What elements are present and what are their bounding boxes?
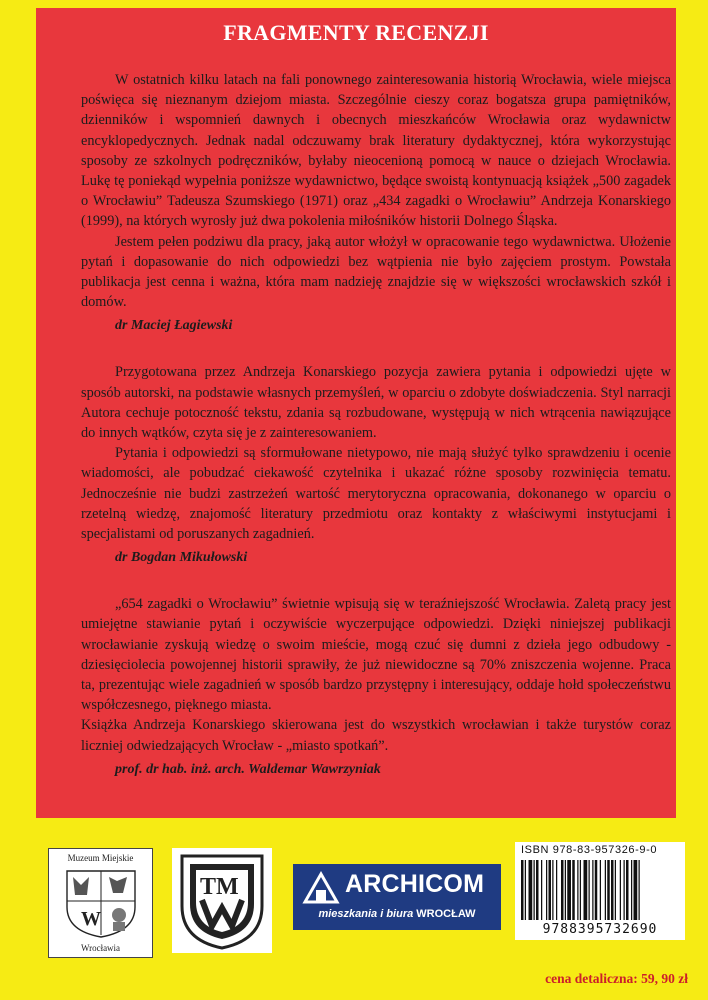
- review-1-paragraph-2: Jestem pełen podziwu dla pracy, jaką autor włożył w opracowanie tego wydawnictwa. Ułożenie pytań i dopasowanie do nich odpowiedzi bez wątpienia nie było zajęciem prostym. Powstała publikacja jest cenna i ważna, która mam nadzieję znajdzie się w większości wrocławskich szkół i domów.: [81, 233, 671, 311]
- barcode-bar: [561, 860, 564, 920]
- archicom-subtitle-city: WROCŁAW: [416, 908, 476, 920]
- tmw-emblem-icon: [172, 848, 272, 953]
- barcode-bar: [595, 860, 598, 920]
- tmw-logo: [172, 848, 272, 953]
- barcode-bar: [607, 860, 610, 920]
- barcode-bar: [626, 860, 629, 920]
- barcode-bar: [620, 860, 621, 920]
- barcode-bar: [631, 860, 632, 920]
- archicom-subtitle-italic: mieszkania i biura: [318, 908, 414, 920]
- barcode-bar: [592, 860, 593, 920]
- archicom-logo: [293, 864, 501, 930]
- barcode-bar: [552, 860, 553, 920]
- muzeum-logo-label-top: Muzeum Miejskie: [67, 853, 134, 863]
- svg-text:W: W: [81, 908, 101, 930]
- barcode-bar: [521, 860, 524, 920]
- archicom-subtitle: [293, 908, 501, 920]
- barcode-bar: [589, 860, 590, 920]
- svg-text:TM: TM: [200, 874, 239, 900]
- barcode-bar: [639, 860, 640, 920]
- review-1-paragraph-1: W ostatnich kilku latach na fali ponownego zainteresowania historią Wrocławia, wiele miejsca poświęca się nieznanym dziejom miasta. Szczególnie cieszy coraz bogatsza grupa pamiętników, dzienników i wspomnień dawnych i obecnych mieszkańców Wrocławia oraz wydawnictw encyklopedycznych. Jednak nadal odczuwamy brak literatury dydaktycznej, która wykorzystując sposoby ze szkolnych podręczników, byłaby nieocenioną pomocą w nauce o dziejach Wrocławia. Lukę tę poniekąd wypełnia poniższe wydawnictwo, będące swoistą kontynuacją książek „500 zagadek o Wrocławiu” Tadeusza Szumskiego (1971) oraz „434 zagadki o Wrocławiu” Andrzeja Konarskiego (1999), na których wyrosły już dwa pokolenia miłośników historii Dolnego Śląska.: [81, 72, 671, 230]
- barcode-bar: [536, 860, 539, 920]
- barcode-bar: [584, 860, 588, 920]
- muzeum-logo-label-bottom: Wrocławia: [80, 943, 121, 953]
- barcode-bar: [529, 860, 533, 920]
- barcode-bar: [611, 860, 614, 920]
- barcode-bar: [546, 860, 547, 920]
- isbn-barcode: [515, 842, 685, 940]
- review-2-paragraph-1: Przygotowana przez Andrzeja Konarskiego pozycja zawiera pytania i odpowiedzi ujęte w sposób autorski, na podstawie własnych przemyśleń, w oparciu o zdobyte doświadczenia. Styl narracji Autora cechuje potoczność tekstu, zdania są rozbudowane, występują w nich wtrącenia nawiązujące do innych wątków, czyta się je z zainteresowaniem.: [81, 364, 671, 442]
- barcode-icon: [519, 860, 681, 920]
- barcode-bar: [600, 860, 601, 920]
- barcode-bar: [549, 860, 552, 920]
- review-3-paragraph-1: „654 zagadki o Wrocławiu” świetnie wpisują się w teraźniejszość Wrocławia. Zaletą pracy jest umiejętne stawianie pytań i oczywiście wyczerpujące odpowiedzi. Dzięki niniejszej publikacji wrocławianie zyskują wiedzę o swoim mieście, mogą czuć się dumni z dzieła jego odbudowy - dziesięciolecia powojennej historii sprawiły, że już niewidoczne są 70% zniszczenia wojenne. Praca ta, prezentując wiele zagadnień w sposób bardzo przystępny i interesujący, oddaje hołd społeczeństwu współczesnego, pięknego miasta.: [81, 596, 671, 714]
- barcode-bar: [525, 860, 526, 920]
- review-panel: [36, 8, 676, 818]
- barcode-bar: [605, 860, 606, 920]
- barcode-bar: [615, 860, 616, 920]
- barcode-bar: [580, 860, 581, 920]
- barcode-bar: [572, 860, 575, 920]
- barcode-bar: [556, 860, 557, 920]
- muzeum-miejskie-logo: [48, 848, 153, 958]
- reviews-body: [81, 70, 671, 780]
- archicom-emblem-icon: [301, 870, 341, 906]
- barcode-bar: [624, 860, 625, 920]
- review-2-signature: dr Bogdan Mikułowski: [115, 550, 248, 566]
- barcode-bar: [541, 860, 542, 920]
- barcode-number: 9788395732690: [542, 922, 658, 937]
- wroclaw-coat-of-arms-icon: [61, 867, 141, 939]
- review-3-signature: prof. dr hab. inż. arch. Waldemar Wawrzyniak: [115, 761, 381, 777]
- barcode-bar: [567, 860, 571, 920]
- retail-price: cena detaliczna: 59, 90 zł: [545, 971, 688, 986]
- barcode-bar: [577, 860, 578, 920]
- page-title: FRAGMENTY RECENZJI: [223, 20, 489, 45]
- archicom-name: ARCHICOM: [345, 870, 485, 898]
- isbn-text: ISBN 978-83-957326-9-0: [521, 844, 658, 856]
- barcode-bar: [565, 860, 566, 920]
- review-1-signature: dr Maciej Łagiewski: [115, 318, 233, 334]
- review-2-paragraph-2: Pytania i odpowiedzi są sformułowane nietypowo, nie mają służyć tylko sprawdzeniu i ocenie wiadomości, ale pobudzać ciekawość czytelnika i ukazać różne sposoby rozwinięcia tematu. Jednocześnie nie budzi zastrzeżeń wartość merytoryczna opracowania, dokonanego w oparciu o rzetelną wiedzę, znajomość literatury przedmiotu oraz kontakty z właściwymi instytucjami i specjalistami od poruszanych zagadnień.: [81, 445, 671, 543]
- barcode-bar: [534, 860, 535, 920]
- barcode-bar: [634, 860, 638, 920]
- review-3-paragraph-2: Książka Andrzeja Konarskiego skierowana jest do wszystkich wrocławian i także turystów coraz liczniej odwiedzających Wrocław - „miasto spotkań”.: [81, 717, 671, 754]
